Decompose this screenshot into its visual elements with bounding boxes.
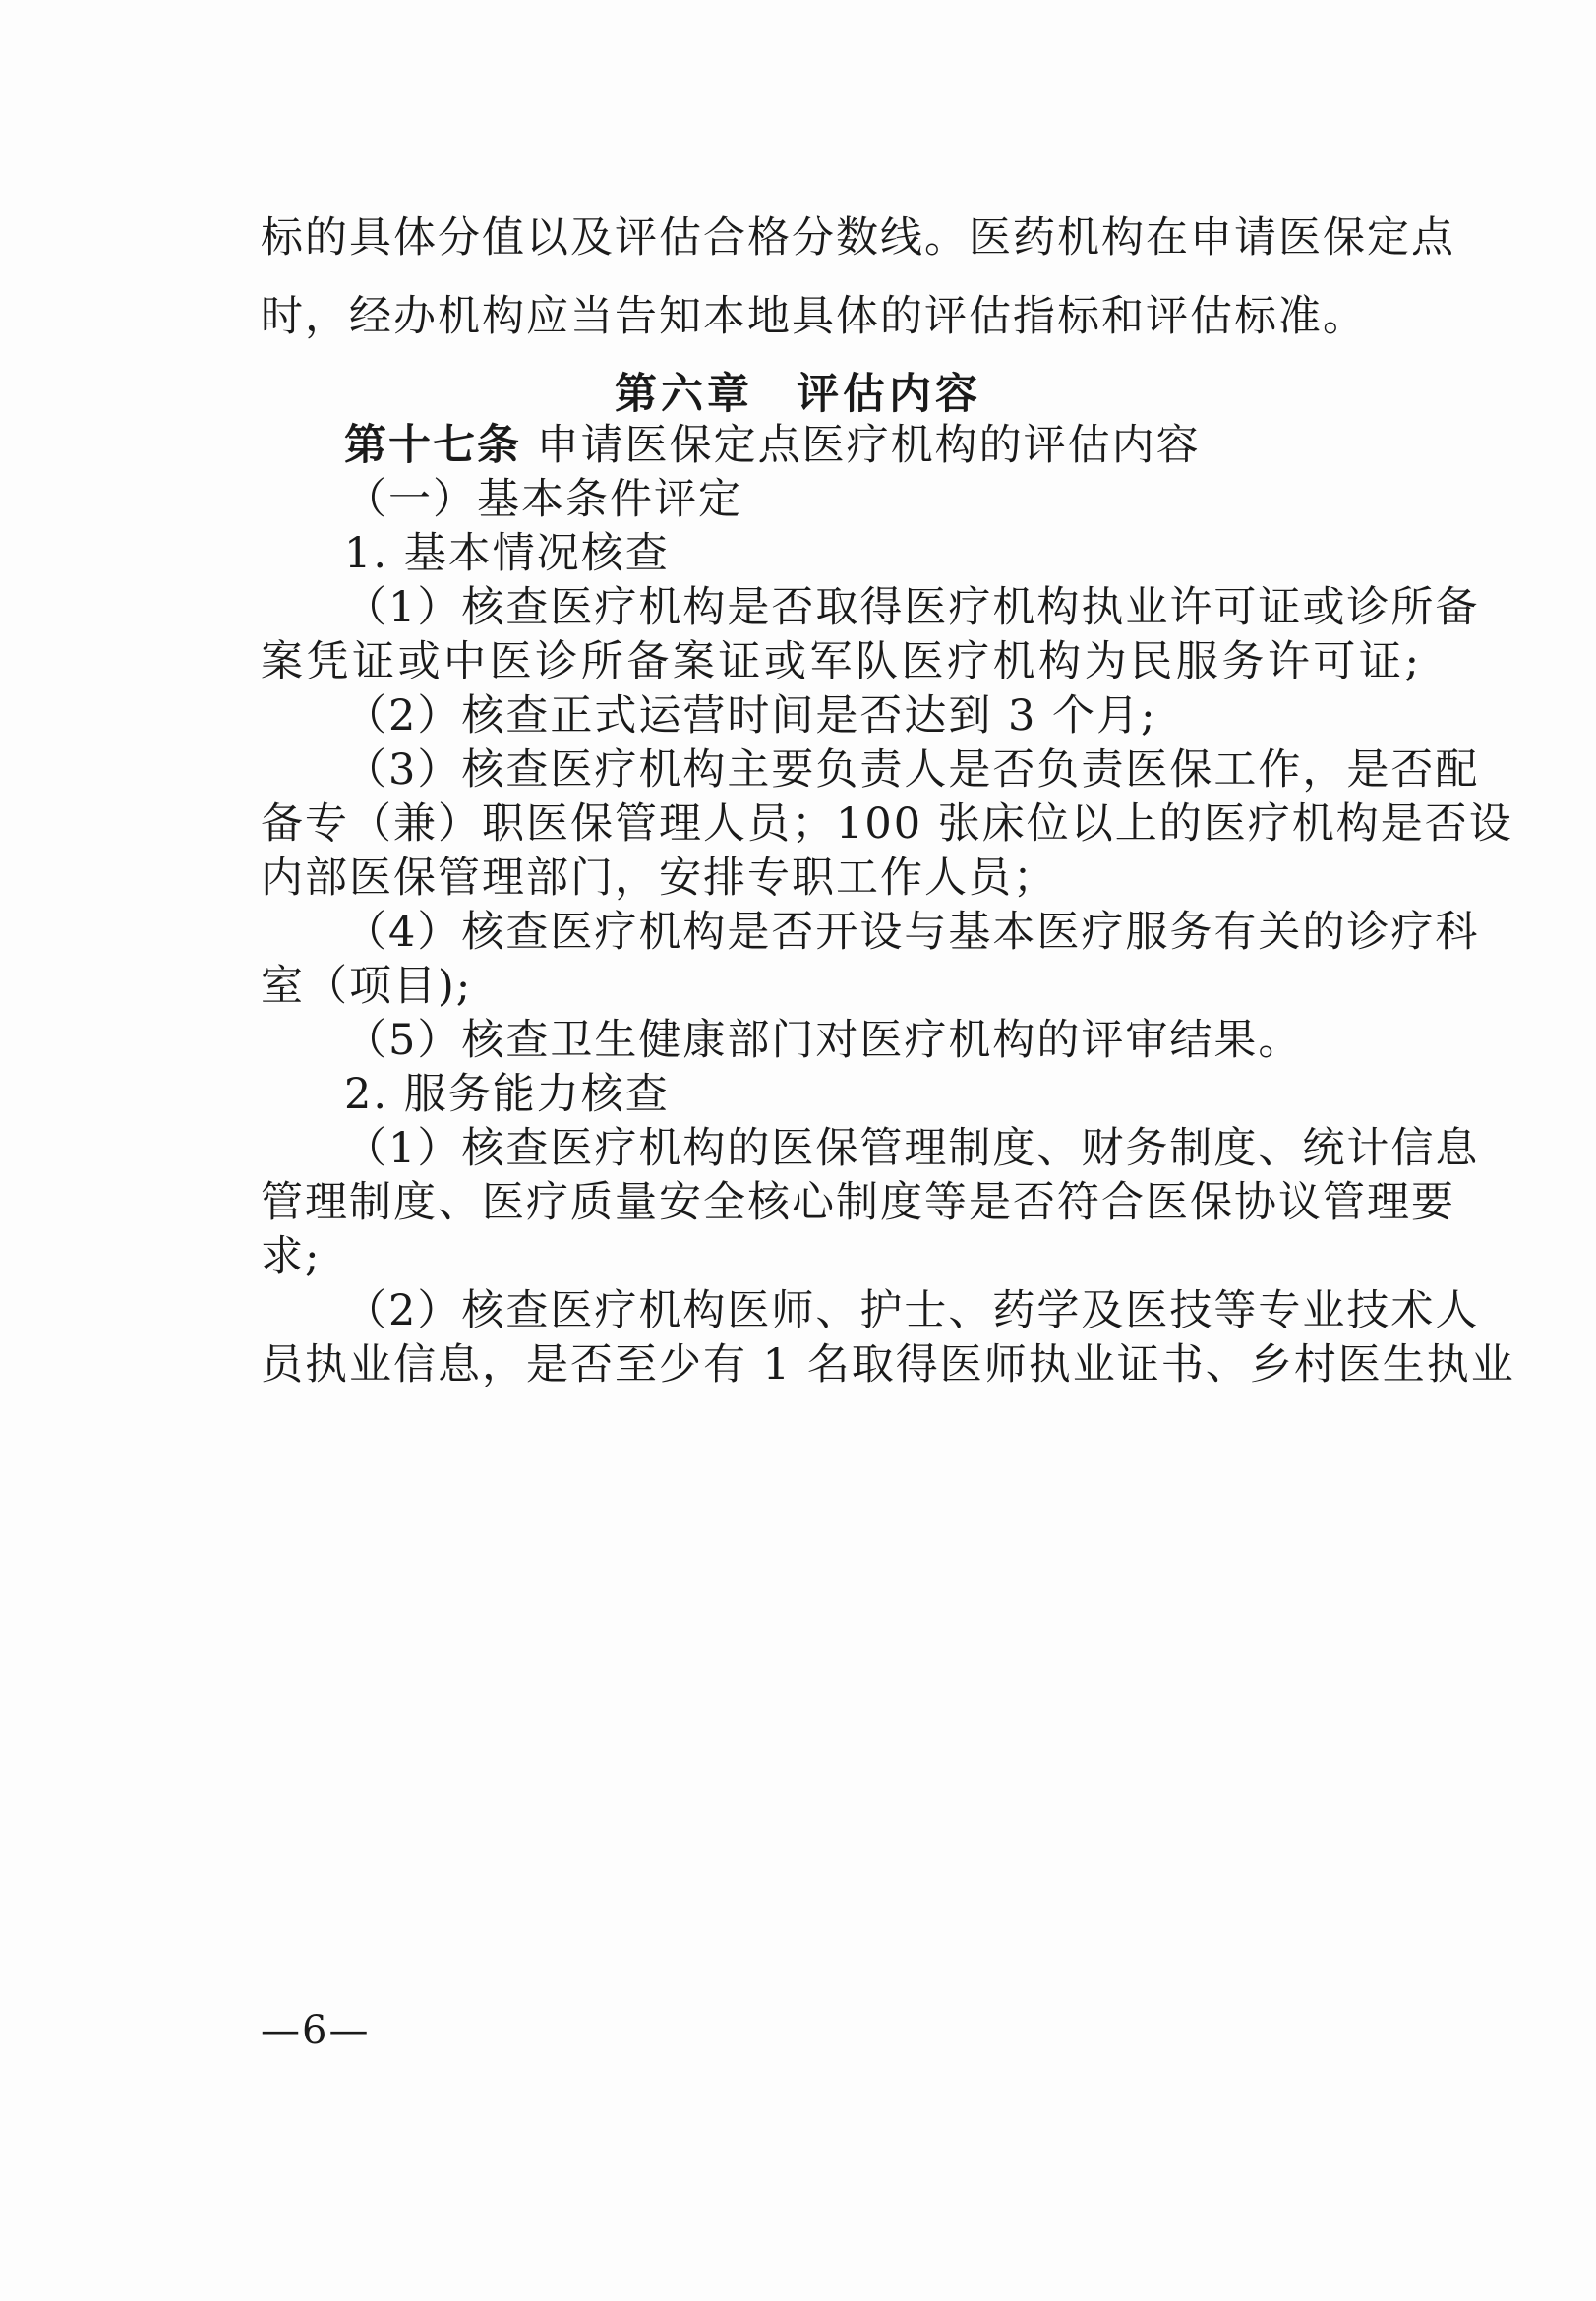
chapter-number: 第六章 — [615, 370, 753, 419]
paragraph-line: 室（项目); — [261, 962, 473, 1011]
paragraph-line: （5）核查卫生健康部门对医疗机构的评审结果。 — [344, 1016, 1303, 1065]
chapter-title — [0, 369, 1596, 420]
paragraph-line: 求; — [261, 1232, 322, 1281]
article-number: 第十七条 — [344, 421, 521, 470]
paragraph-line: 标的具体分值以及评估合格分数线。医药机构在申请医保定点 — [261, 213, 1455, 263]
paragraph-line: 管理制度、医疗质量安全核心制度等是否符合医保协议管理要 — [261, 1178, 1455, 1227]
paragraph-line: 案凭证或中医诊所备案证或军队医疗机构为民服务许可证; — [261, 637, 1421, 686]
paragraph-line: （1）核查医疗机构是否取得医疗机构执业许可证或诊所备 — [344, 583, 1480, 632]
paragraph-line: （2）核查医疗机构医师、护士、药学及医技等专业技术人 — [344, 1286, 1480, 1335]
paragraph-line: （4）核查医疗机构是否开设与基本医疗服务有关的诊疗科 — [344, 908, 1480, 957]
section-heading: （一）基本条件评定 — [344, 475, 742, 524]
paragraph-line: （1）核查医疗机构的医保管理制度、财务制度、统计信息 — [344, 1124, 1480, 1173]
subsection-heading: 1. 基本情况核查 — [344, 529, 670, 578]
paragraph-line: 内部医保管理部门，安排专职工作人员； — [261, 854, 1057, 903]
paragraph-line: 时，经办机构应当告知本地具体的评估指标和评估标准。 — [261, 292, 1367, 341]
paragraph-line: （2）核查正式运营时间是否达到 3 个月; — [344, 691, 1157, 740]
subsection-heading: 2. 服务能力核查 — [344, 1070, 670, 1119]
chapter-name: 评估内容 — [797, 370, 981, 419]
paragraph-line: 员执业信息，是否至少有 1 名取得医师执业证书、乡村医生执业 — [261, 1340, 1515, 1389]
paragraph-line: 备专（兼）职医保管理人员；100 张床位以上的医疗机构是否设 — [261, 799, 1513, 849]
page-number: —6— — [261, 2008, 371, 2053]
paragraph-line: （3）核查医疗机构主要负责人是否负责医保工作，是否配 — [344, 745, 1480, 795]
article-title: 申请医保定点医疗机构的评估内容 — [536, 421, 1201, 470]
article-heading — [344, 420, 1421, 471]
